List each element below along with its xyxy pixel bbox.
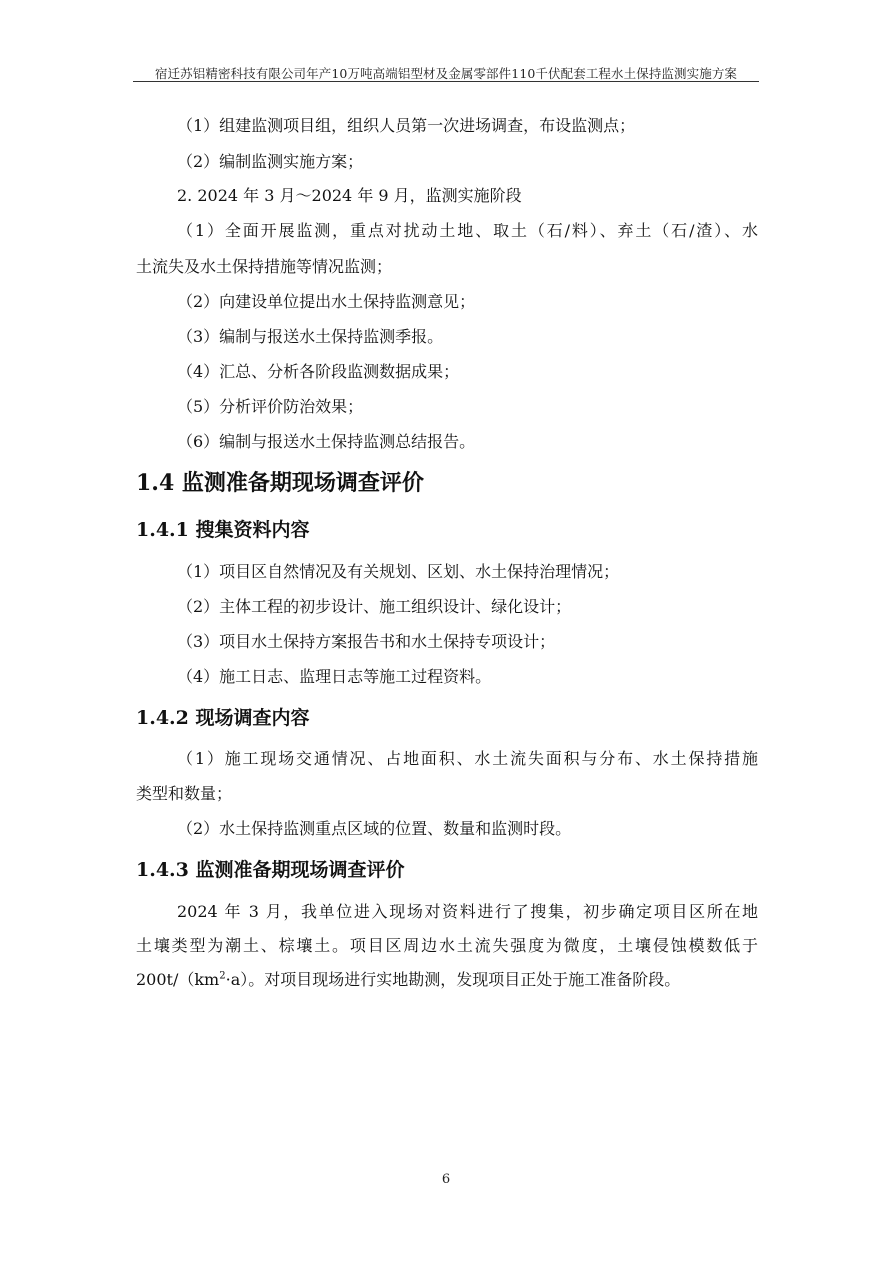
superscript: 2 xyxy=(219,970,226,982)
list-item: （2）主体工程的初步设计、施工组织设计、绿化设计； xyxy=(177,597,572,616)
section-heading-1-4: 1.4 监测准备期现场调查评价 xyxy=(136,470,424,496)
list-item: （1）施工现场交通情况、占地面积、水土流失面积与分布、水土保持措施 xyxy=(177,749,758,768)
section-heading-1-4-3: 1.4.3 监测准备期现场调查评价 xyxy=(136,859,405,881)
list-item: （4）汇总、分析各阶段监测数据成果； xyxy=(177,362,460,381)
list-item: （4）施工日志、监理日志等施工过程资料。 xyxy=(177,667,492,686)
list-item: （6）编制与报送水土保持监测总结报告。 xyxy=(177,432,476,451)
unit-text: 200t/（km xyxy=(136,970,220,989)
list-item-continuation: 土流失及水土保持措施等情况监测； xyxy=(136,257,393,276)
list-item-continuation: 类型和数量； xyxy=(136,784,233,803)
list-item: （3）项目水土保持方案报告书和水土保持专项设计； xyxy=(177,632,556,651)
list-item: （1）全面开展监测，重点对扰动土地、取土（石/料）、弃土（石/渣）、水 xyxy=(177,221,758,240)
list-item: （1）组建监测项目组，组织人员第一次进场调查，布设监测点； xyxy=(177,116,636,135)
list-item: （2）编制监测实施方案； xyxy=(177,152,364,171)
header-divider xyxy=(133,81,759,82)
list-item: （2）向建设单位提出水土保持监测意见； xyxy=(177,292,476,311)
list-item: （3）编制与报送水土保持监测季报。 xyxy=(177,327,444,346)
paragraph-line: 土壤类型为潮土、棕壤土。项目区周边水土流失强度为微度，土壤侵蚀模数低于 xyxy=(136,936,758,955)
paragraph-text: ·a）。对项目现场进行实地勘测，发现项目正处于施工准备阶段。 xyxy=(225,970,681,989)
list-item: （1）项目区自然情况及有关规划、区划、水土保持治理情况； xyxy=(177,562,620,581)
paragraph-line: 2024 年 3 月，我单位进入现场对资料进行了搜集，初步确定项目区所在地 xyxy=(177,902,758,921)
section-heading-1-4-1: 1.4.1 搜集资料内容 xyxy=(136,519,310,541)
stage-heading: 2. 2024 年 3 月～2024 年 9 月，监测实施阶段 xyxy=(177,186,522,205)
paragraph-line xyxy=(136,970,680,990)
running-header: 宿迁苏铝精密科技有限公司年产10万吨高端铝型材及金属零部件110千伏配套工程水土保持监测实施方案 xyxy=(154,66,738,81)
section-heading-1-4-2: 1.4.2 现场调查内容 xyxy=(136,707,310,729)
list-item: （2）水土保持监测重点区域的位置、数量和监测时段。 xyxy=(177,819,572,838)
list-item: （5）分析评价防治效果； xyxy=(177,397,364,416)
page-number: 6 xyxy=(441,1172,451,1187)
